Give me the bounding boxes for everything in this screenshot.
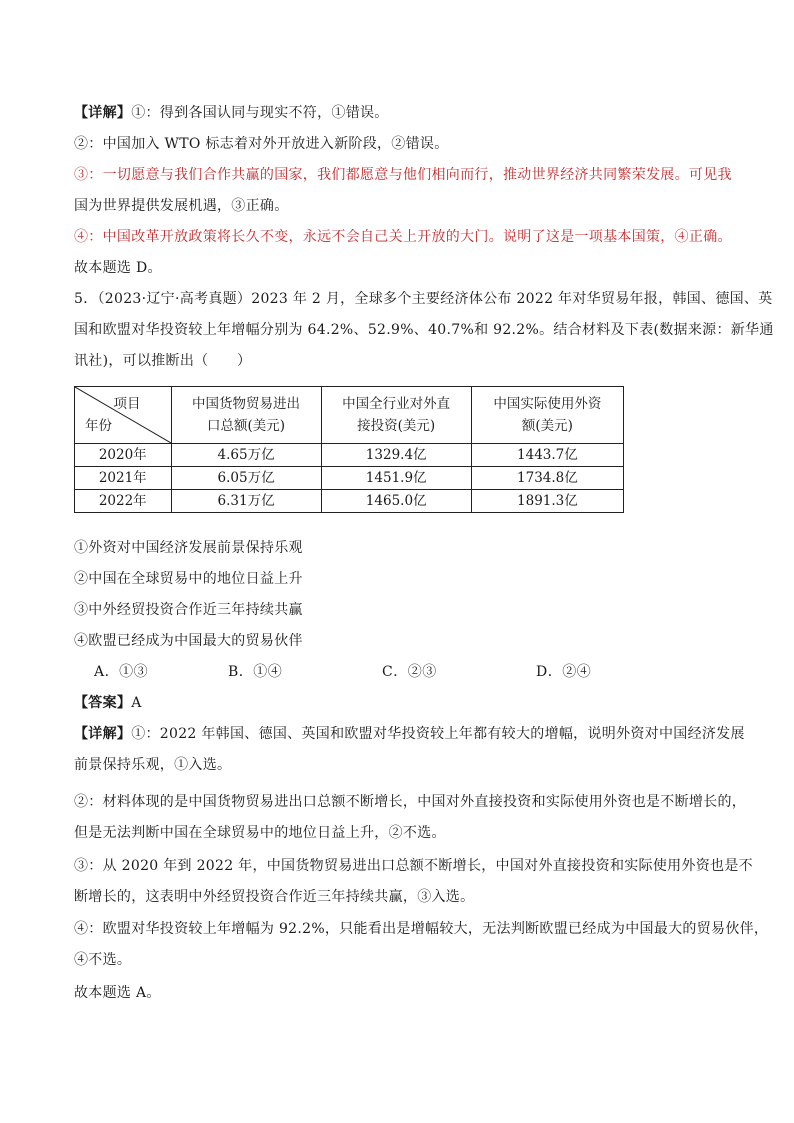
header-line: 中国全行业对外直 (342, 396, 451, 412)
table-header-row (75, 387, 624, 444)
explain1-line4: 国为世界提供发展机遇，③正确。 (74, 198, 289, 214)
explain1-line3: ③：一切愿意与我们合作共赢的国家，我们都愿意与他们相向而行，推动世界经济共同繁荣发展。可见我 (74, 167, 732, 183)
table-cell: 2022年 (75, 490, 172, 513)
explain1-line6: 故本题选 D。 (74, 260, 162, 276)
explain-tag: 【详解】 (74, 726, 132, 742)
explain2-line4: 但是无法判断中国在全球贸易中的地位日益上升，②不选。 (74, 825, 446, 841)
statement-1: ①外资对中国经济发展前景保持乐观 (74, 540, 303, 556)
explain2-text: ①：2022 年韩国、德国、英国和欧盟对华投资较上年都有较大的增幅，说明外资对中国经济发展 (131, 726, 745, 742)
option-c: C．②③ (382, 664, 437, 680)
answer-tag: 【答案】 (74, 695, 132, 711)
explain1-line2: ②：中国加入 WTO 标志着对外开放进入新阶段，②错误。 (74, 136, 449, 152)
explain1-line1 (74, 103, 389, 123)
table-cell: 1465.0亿 (321, 490, 471, 513)
question-line3: 讯社)，可以推断出（ ） (74, 353, 252, 369)
explain-tag: 【详解】 (74, 105, 132, 121)
table-cell: 1891.3亿 (471, 490, 623, 513)
table-cell: 4.65万亿 (171, 444, 321, 467)
corner-bottom-label: 年份 (85, 418, 112, 434)
explain2-line5: ③：从 2020 年到 2022 年，中国货物贸易进出口总额不断增长，中国对外直接投资和实际使用外资也是不 (74, 858, 753, 874)
header-line: 中国实际使用外资 (493, 396, 602, 412)
table-cell: 6.31万亿 (171, 490, 321, 513)
explain2-line7: ④：欧盟对华投资较上年增幅为 92.2%，只能看出是增幅较大，无法判断欧盟已经成为中国最大的贸易伙伴， (74, 921, 769, 937)
statement-4: ④欧盟已经成为中国最大的贸易伙伴 (74, 633, 303, 649)
table-cell: 6.05万亿 (171, 467, 321, 490)
table-cell: 1329.4亿 (321, 444, 471, 467)
explain2-line2: 前景保持乐观，①入选。 (74, 757, 232, 773)
option-d: D．②④ (536, 664, 592, 680)
header-line: 接投资(美元) (357, 418, 436, 434)
explain2-line1 (74, 724, 745, 744)
table-cell: 1451.9亿 (321, 467, 471, 490)
table-cell: 2020年 (75, 444, 172, 467)
answer-value: A (131, 695, 142, 711)
table-row (75, 467, 624, 490)
table-cell: 1443.7亿 (471, 444, 623, 467)
question-line1: 5．（2023·辽宁·高考真题）2023 年 2 月，全球多个主要经济体公布 2022 年对华贸易年报，韩国、德国、英 (74, 291, 773, 307)
header-line: 中国货物贸易进出 (192, 396, 301, 412)
explain1-line5: ④：中国改革开放政策将长久不变，永远不会自己关上开放的大门。说明了这是一项基本国策，④正确。 (74, 229, 732, 245)
table-header-cell (171, 387, 321, 444)
header-line: 口总额(美元) (207, 418, 286, 434)
table-header-cell (321, 387, 471, 444)
table-header-cell (471, 387, 623, 444)
explain2-line6: 断增长的，这表明中外经贸投资合作近三年持续共赢，③入选。 (74, 889, 475, 905)
table-cell: 1734.8亿 (471, 467, 623, 490)
option-a: A．①③ (94, 664, 149, 680)
data-table (74, 386, 624, 513)
table-cell: 2021年 (75, 467, 172, 490)
table-row (75, 490, 624, 513)
question-line2: 国和欧盟对华投资较上年增幅分别为 64.2%、52.9%、40.7%和 92.2%。结合材料及下表(数据来源：新华通 (74, 322, 774, 338)
corner-top-label: 项目 (113, 396, 141, 412)
table-corner-cell (75, 387, 172, 444)
explain2-line8: ④不选。 (74, 952, 132, 968)
answer-line (74, 693, 142, 713)
explain1-text: ①：得到各国认同与现实不符，①错误。 (131, 105, 389, 121)
explain2-line9: 故本题选 A。 (74, 985, 161, 1001)
option-b: B．①④ (228, 664, 283, 680)
table-row (75, 444, 624, 467)
header-line: 额(美元) (521, 418, 573, 434)
statement-3: ③中外经贸投资合作近三年持续共赢 (74, 602, 303, 618)
statement-2: ②中国在全球贸易中的地位日益上升 (74, 571, 303, 587)
explain2-line3: ②：材料体现的是中国货物贸易进出口总额不断增长，中国对外直接投资和实际使用外资也是不断增长的， (74, 794, 747, 810)
